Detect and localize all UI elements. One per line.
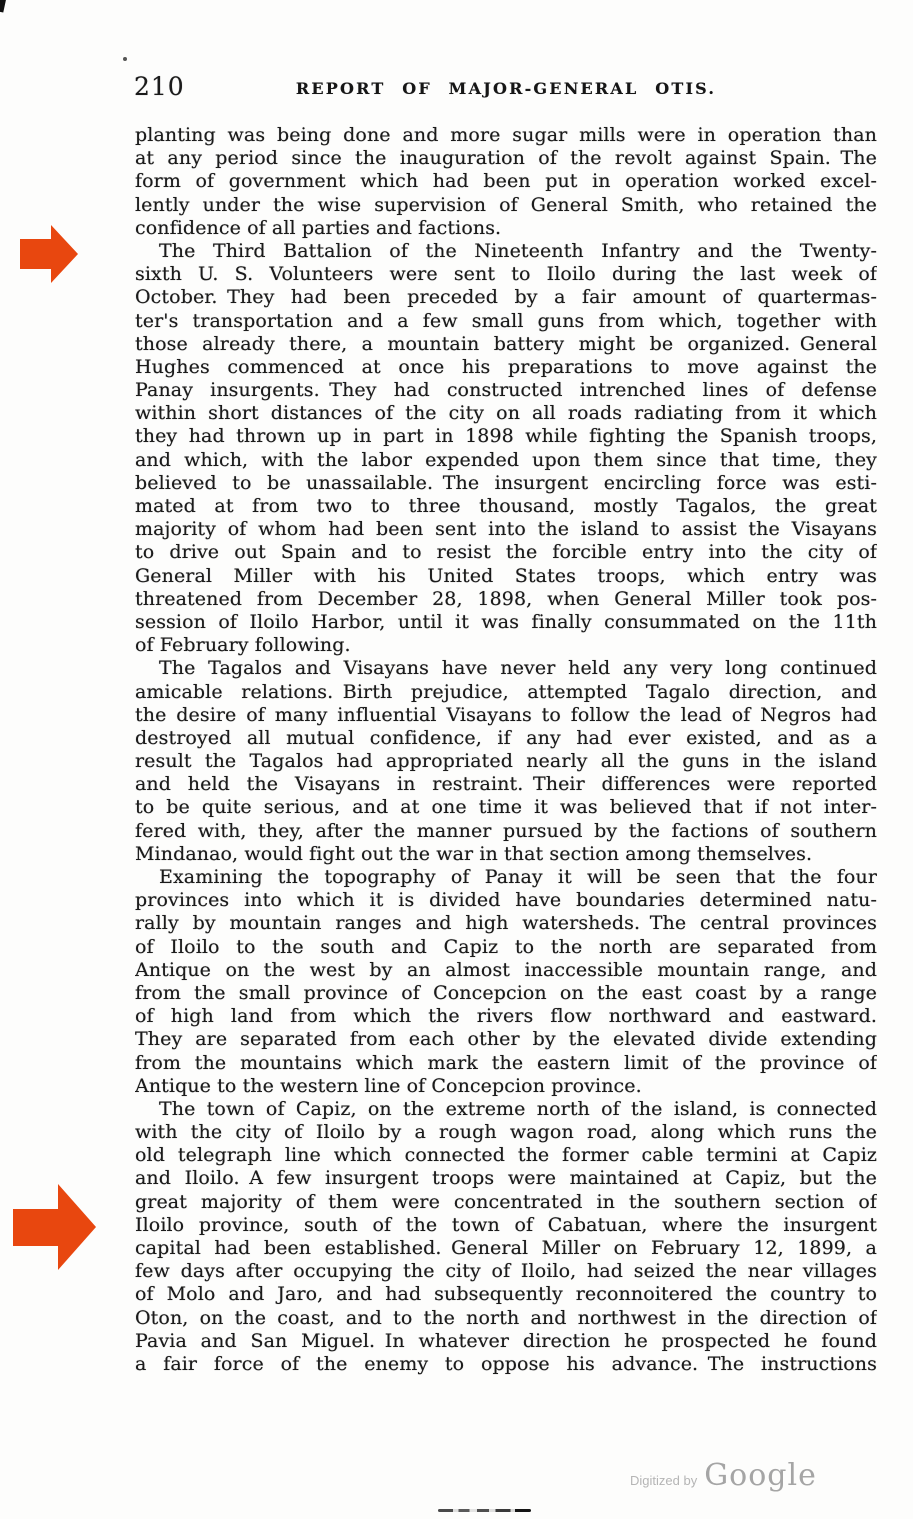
text-line: destroyed all mutual confidence, if any had ever existed, and as a — [135, 726, 877, 749]
text-line: mated at from two to three thousand, mostly Tagalos, the great — [135, 495, 877, 517]
text-line: from the small province of Concepcion on the east coast by a range — [135, 981, 877, 1004]
text-line: confidence of all parties and factions. — [135, 216, 502, 239]
text-line: and held the Visayans in restraint. Their differences were reported — [135, 773, 877, 796]
margin-annotation-arrow-top — [20, 225, 78, 283]
text-line: Mindanao, would fight out the war in that section among themselves. — [135, 842, 813, 865]
text-line: provinces into which it is divided have boundaries determined natu- — [135, 889, 877, 912]
paragraph — [135, 240, 877, 657]
text-line: Oton, on the coast, and to the north and northwest in the direction of — [135, 1306, 877, 1329]
text-line: Pavia and San Miguel. In whatever direction he prospected he found — [135, 1329, 877, 1352]
text-line: threatened from December 28, 1898, when General Miller took pos- — [135, 587, 877, 610]
text-line: of Molo and Jaro, and had subsequently reconnoitered the country to — [135, 1283, 877, 1306]
text-line: session of Iloilo Harbor, until it was finally consummated on the 11th — [135, 610, 877, 633]
text-line: ter's transportation and a few small guns from which, together with — [135, 309, 877, 332]
text-line: and Iloilo. A few insurgent troops were maintained at Capiz, but the — [135, 1167, 877, 1190]
scan-artifact-smudge — [438, 1509, 531, 1512]
text-line: Examining the topography of Panay it will be seen that the four — [159, 866, 877, 888]
text-line: capital had been established. General Miller on February 12, 1899, a — [135, 1237, 877, 1259]
text-line: October. They had been preceded by a fair amount of quartermas- — [135, 286, 877, 309]
text-line: They are separated from each other by the elevated divide extending — [135, 1028, 877, 1051]
text-line: The town of Capiz, on the extreme north of the island, is connected — [159, 1097, 877, 1120]
text-line: General Miller with his United States troops, which entry was — [135, 564, 877, 587]
text-line: sixth U. S. Volunteers were sent to Iloilo during the last week of — [135, 263, 877, 286]
arrow-head-icon — [58, 1184, 96, 1270]
text-line: planting was being done and more sugar mills were in operation than — [135, 124, 877, 146]
text-line: within short distances of the city on all roads radiating from it which — [135, 402, 877, 425]
text-line: of high land from which the rivers flow northward and eastward. — [135, 1005, 877, 1028]
text-line: of February following. — [135, 634, 351, 657]
watermark-prefix-label: Digitized by — [630, 1473, 698, 1488]
text-line: Hughes commenced at once his preparations to move against the — [135, 355, 877, 378]
text-line: lently under the wise supervision of General Smith, who retained the — [135, 193, 877, 216]
scan-artifact-dot — [123, 57, 127, 61]
page-text — [135, 124, 877, 1376]
watermark — [630, 1458, 817, 1493]
text-line: fered with, they, after the manner pursued by the factions of southern — [135, 819, 877, 842]
text-line: to drive out Spain and to resist the forcible entry into the city of — [135, 541, 877, 564]
arrow-icon — [20, 239, 52, 269]
paragraph — [135, 1098, 877, 1376]
text-line: great majority of them were concentrated in the southern section of — [135, 1190, 877, 1213]
text-line: with the city of Iloilo by a rough wagon road, along which runs the — [135, 1121, 877, 1144]
text-line: a fair force of the enemy to oppose his advance. The instructions — [135, 1352, 877, 1375]
text-line: Panay insurgents. They had constructed intrenched lines of defense — [135, 379, 877, 402]
scan-artifact-corner — [0, 0, 7, 13]
text-line: the desire of many influential Visayans to follow the lead of Negros had — [135, 703, 877, 726]
text-line: form of government which had been put in operation worked excel- — [135, 170, 877, 193]
text-line: Iloilo province, south of the town of Cabatuan, where the insurgent — [135, 1213, 877, 1236]
paragraph — [135, 657, 877, 866]
margin-annotation-arrow-bottom — [13, 1184, 96, 1270]
text-line: those already there, a mountain battery might be organized. General — [135, 332, 877, 355]
text-line: The Tagalos and Visayans have never held any very long continued — [159, 657, 877, 680]
text-line: majority of whom had been sent into the island to assist the Visayans — [135, 518, 877, 541]
text-line: believed to be unassailable. The insurgent encircling force was esti- — [135, 471, 877, 494]
text-line: from the mountains which mark the eastern limit of the province of — [135, 1051, 877, 1074]
text-line: of Iloilo to the south and Capiz to the north are separated from — [135, 935, 877, 958]
text-line: result the Tagalos had appropriated nearly all the guns in the island — [135, 750, 877, 773]
page-number: 210 — [134, 72, 185, 101]
google-logo: Google — [704, 1458, 817, 1493]
text-line: they had thrown up in part in 1898 while fighting the Spanish troops, — [135, 425, 877, 448]
running-header-title: REPORT OF MAJOR-GENERAL OTIS. — [295, 79, 717, 98]
text-line: Antique to the western line of Concepcion province. — [135, 1074, 642, 1097]
arrow-icon — [13, 1209, 59, 1246]
text-line: rally by mountain ranges and high watersheds. The central provinces — [135, 912, 877, 935]
text-line: to be quite serious, and at one time it was believed that if not inter- — [135, 796, 877, 819]
text-line: old telegraph line which connected the former cable termini at Capiz — [135, 1144, 877, 1167]
text-line: few days after occupying the city of Iloilo, had seized the near villages — [135, 1260, 877, 1283]
text-line: Antique on the west by an almost inaccessible mountain range, and — [135, 958, 877, 981]
text-line: and which, with the labor expended upon them since that time, they — [135, 448, 877, 471]
paragraph — [135, 124, 877, 240]
arrow-head-icon — [51, 225, 78, 283]
paragraph — [135, 866, 877, 1098]
text-line: amicable relations. Birth prejudice, attempted Tagalo direction, and — [135, 680, 877, 703]
text-line: at any period since the inauguration of the revolt against Spain. The — [135, 147, 877, 170]
text-line: The Third Battalion of the Nineteenth Infantry and the Twenty- — [159, 239, 877, 262]
